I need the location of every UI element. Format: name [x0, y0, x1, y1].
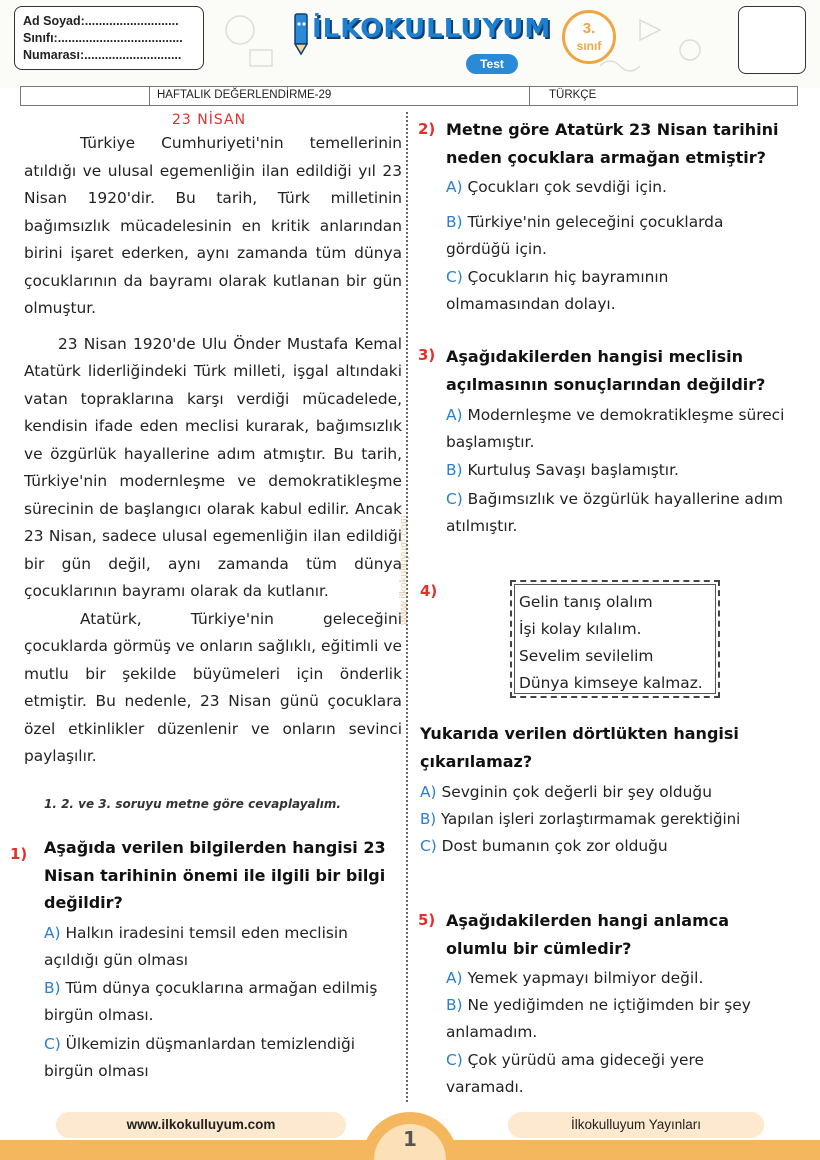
- question-2-number: 2): [418, 120, 436, 138]
- option-label: A): [446, 406, 463, 424]
- question-2-text: Metne göre Atatürk 23 Nisan tarihini neden çocuklara armağan etmiştir?: [446, 120, 779, 167]
- option-text: Türkiye'nin geleceğini çocuklarda gördüğü için.: [446, 213, 724, 258]
- option-text: Çok yürüdü ama gideceği yere varamadı.: [446, 1051, 704, 1096]
- instruction-text: 1. 2. ve 3. soruyu metne göre cevaplayalım.: [44, 797, 341, 811]
- question-3-text: Aşağıdakilerden hangisi meclisin açılmasının sonuçlarından değildir?: [446, 347, 766, 394]
- option-text: Çocukları çok sevdiği için.: [467, 178, 667, 196]
- question-4-text: Yukarıda verilen dörtlükten hangisi çıkarılamaz?: [420, 724, 739, 771]
- question-3-option-b[interactable]: [446, 457, 786, 484]
- option-text: Ne yediğimden ne içtiğimden bir şey anlamadım.: [446, 996, 751, 1041]
- question-2-option-b[interactable]: [446, 209, 776, 263]
- question-4-option-b[interactable]: [420, 806, 815, 833]
- option-text: Kurtuluş Savaşı başlamıştır.: [467, 461, 679, 479]
- story-paragraph: 23 Nisan 1920'de Ulu Önder Mustafa Kemal Atatürk liderliğindeki Türk milleti, işgal altındaki vatan topraklarına karşı verdiği mücadelede, kendisin ifade eden meclisi kurarak, bağımsızlık ve özgürlük hayallerine adım atmıştır. Bu tarih, Türkiye'nin modernleşme ve demokratikleşme sürecinin de başlangıcı olarak kabul edilir. Ancak 23 Nisan, sadece ulusal egemenliğin ilan edildiği bir gün değil, aynı zamanda tüm dünya çocuklarının bayramı olarak da kutlanır.: [24, 334, 402, 600]
- option-text: Sevginin çok değerli bir şey olduğu: [441, 783, 712, 801]
- option-label: A): [420, 783, 437, 801]
- option-label: B): [420, 810, 437, 828]
- question-3-number: 3): [418, 346, 436, 364]
- option-label: B): [446, 461, 463, 479]
- story-title: 23 NİSAN: [172, 112, 247, 128]
- story-text: [24, 130, 402, 771]
- divider: [529, 87, 530, 105]
- question-5-number: 5): [418, 911, 436, 929]
- class-field[interactable]: Sınıfı:....................................: [23, 31, 183, 45]
- question-3-option-a[interactable]: [446, 402, 786, 456]
- option-label: B): [446, 213, 463, 231]
- question-2-option-a[interactable]: [446, 174, 796, 201]
- option-text: Modernleşme ve demokratikleşme süreci başlamıştır.: [446, 406, 785, 451]
- option-text: Yapılan işleri zorlaştırmamak gerektiğini: [440, 810, 741, 828]
- option-text: Bağımsızlık ve özgürlük hayallerine adım atılmıştır.: [446, 490, 784, 535]
- pencil-icon: [290, 10, 312, 56]
- student-info-box: [14, 6, 204, 70]
- option-text: Tüm dünya çocuklarına armağan edilmiş birgün olması.: [44, 979, 378, 1024]
- option-text: Dost bumanın çok zor olduğu: [441, 837, 668, 855]
- info-bar: [20, 86, 798, 106]
- grade-badge: [562, 10, 616, 64]
- number-field[interactable]: Numarası:............................: [23, 48, 182, 62]
- question-4-option-c[interactable]: [420, 833, 810, 860]
- option-label: C): [446, 490, 463, 508]
- story-paragraph: Türkiye Cumhuriyeti'nin temellerinin atıldığı ve ulusal egemenliğin ilan edildiği yıl 23 Nisan 1920'dir. Bu tarih, Türk milletinin bağımsızlık mücadelesinin en kritik anlarından birini işaret ederken, aynı zamanda tüm dünya çocuklarının da bayramı olarak kutlanan bir gün olmuştur.: [24, 134, 402, 317]
- option-text: Halkın iradesini temsil eden meclisin açıldığı gün olması: [44, 924, 348, 969]
- test-badge: Test: [466, 54, 518, 74]
- story-paragraph: Atatürk, Türkiye'nin geleceğini çocuklarda görmüş ve onların sağlıklı, eğitimli ve mutlu bir şekilde büyümeleri için önderlik etmiştir. Bu nedenle, 23 Nisan günü çocuklara özel etkinlikler düzenlenir ve onların sevinci paylaşılır.: [24, 609, 402, 765]
- option-label: C): [446, 268, 463, 286]
- question-4-option-a[interactable]: [420, 779, 810, 806]
- option-label: B): [44, 979, 61, 997]
- question-4-number: 4): [420, 582, 438, 600]
- poem-line: İşi kolay kılalım.: [519, 620, 642, 638]
- footer-publisher: İlkokulluyum Yayınları: [508, 1112, 764, 1138]
- page-number: 1: [403, 1127, 417, 1151]
- option-label: C): [420, 837, 437, 855]
- poem-box: [514, 584, 716, 694]
- name-field[interactable]: Ad Soyad:...........................: [23, 14, 179, 28]
- question-1-number: 1): [10, 845, 28, 863]
- grade-number: 3.: [582, 20, 596, 37]
- question-5-option-c[interactable]: [446, 1047, 766, 1101]
- question-3-option-c[interactable]: [446, 486, 791, 540]
- question-1-text: Aşağıda verilen bilgilerden hangisi 23 Nisan tarihinin önemi ile ilgili bir bilgi değildir?: [44, 838, 386, 912]
- option-text: Çocukların hiç bayramının olmamasından dolayı.: [446, 268, 669, 313]
- option-label: A): [44, 924, 61, 942]
- poem-line: Dünya kimseye kalmaz.: [519, 674, 703, 692]
- logo-text: İLKOKULLUYUM: [312, 14, 552, 44]
- option-label: C): [44, 1035, 61, 1053]
- footer-website[interactable]: www.ilkokulluyum.com: [56, 1112, 346, 1138]
- option-label: C): [446, 1051, 463, 1069]
- divider: [149, 87, 150, 105]
- score-box: [738, 6, 806, 74]
- brand-logo: [290, 8, 552, 58]
- subject-label: TÜRKÇE: [549, 89, 597, 101]
- poem-line: Sevelim sevilelim: [519, 647, 654, 665]
- option-label: A): [446, 969, 463, 987]
- question-5-option-a[interactable]: [446, 965, 786, 992]
- watermark: www.ilkokulluyum.com: [398, 514, 410, 626]
- option-text: Yemek yapmayı bilmiyor değil.: [467, 969, 704, 987]
- question-5-option-b[interactable]: [446, 992, 766, 1046]
- question-5-text: Aşağıdakilerden hangi anlamca olumlu bir cümledir?: [446, 911, 730, 958]
- question-2-option-c[interactable]: [446, 264, 781, 318]
- question-1-option-b[interactable]: [44, 975, 384, 1029]
- option-label: A): [446, 178, 463, 196]
- question-1-option-a[interactable]: [44, 920, 394, 974]
- option-label: B): [446, 996, 463, 1014]
- question-1-option-c[interactable]: [44, 1031, 394, 1085]
- evaluation-label: HAFTALIK DEĞERLENDİRME-29: [157, 89, 332, 101]
- option-text: Ülkemizin düşmanlardan temizlendiği birgün olması: [44, 1035, 356, 1080]
- grade-word: sınıf: [576, 39, 602, 53]
- poem-line: Gelin tanış olalım: [519, 593, 653, 611]
